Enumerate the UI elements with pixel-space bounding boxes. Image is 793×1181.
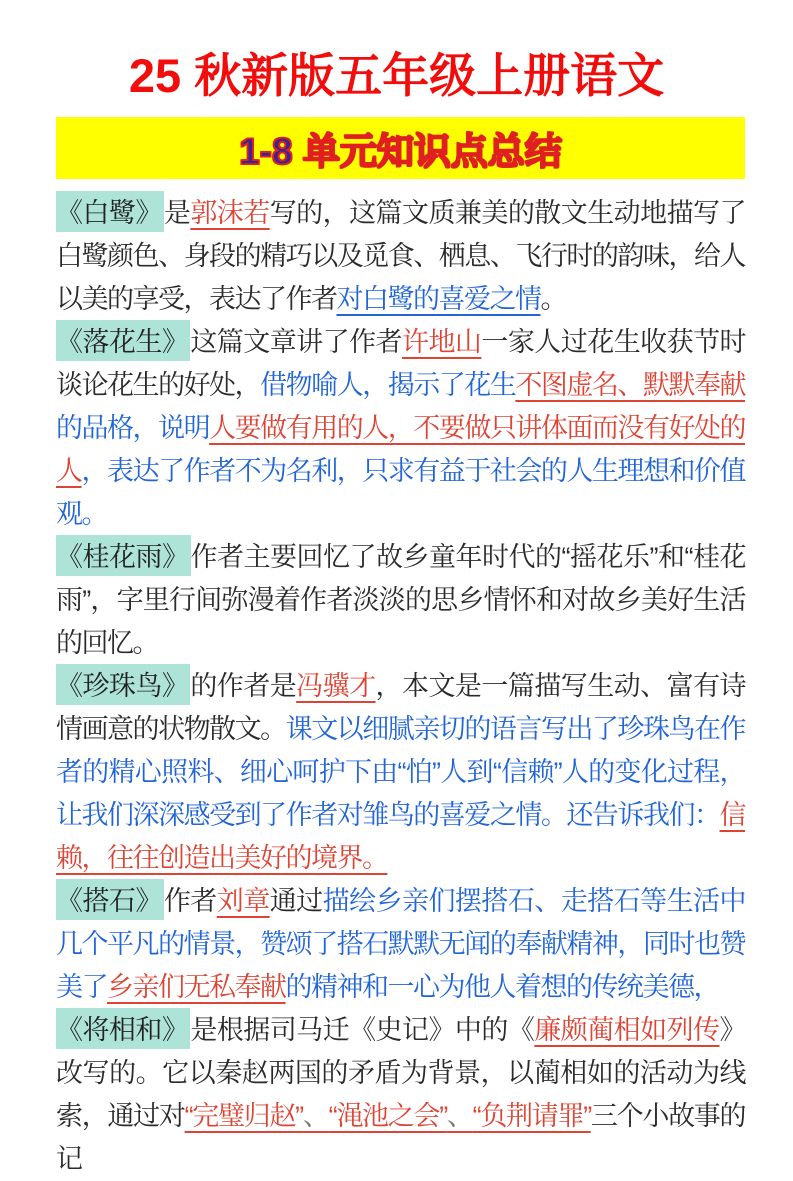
text-run-red-u: 人要做有用的人，不要做只讲体面而没有好处的人	[56, 413, 746, 487]
lesson-title-highlight: 《将相和》	[56, 1008, 190, 1049]
text-run-black: 》改写的。它以秦赵两国的矛盾为背景，以蔺相如的活动为线索，通过对	[56, 1015, 746, 1132]
text-run-gray-ru: 、	[302, 1101, 329, 1132]
paragraph-5	[56, 880, 745, 1009]
text-run-blue: 借物喻人，揭示了花生	[260, 370, 516, 401]
text-run-red-u: “负荆请罪”	[472, 1101, 591, 1132]
text-run-red-u: 冯骥才	[296, 671, 376, 702]
lesson-title-highlight: 《落花生》	[56, 320, 190, 361]
text-run-blue-u: 对白鹭的喜爱之情	[336, 284, 541, 315]
text-run-black: 一家人过花生收获节时谈论花生的好处，	[56, 327, 746, 401]
worksheet-page	[0, 48, 793, 1175]
text-run-black: 。	[540, 284, 566, 315]
subtitle-banner	[56, 117, 745, 179]
text-run-black: 写的，这篇文质兼美的散文生动地描写了白鹭颜色、身段的精巧以及觅食、栖息、飞行时的韵味，给人以美的享受，表达了作者	[56, 198, 746, 315]
paragraph-3	[56, 536, 745, 665]
text-run-black: 这篇文章讲了作者	[190, 327, 402, 358]
text-run-red-u: “完璧归赵”	[184, 1101, 303, 1132]
text-run-blue: 描绘乡亲们摆搭石、走搭石等生活中几个平凡的情景，赞颂了搭石默默无闻的奉献精神，同时也赞美了	[56, 886, 746, 1003]
lesson-title-highlight: 《搭石》	[56, 879, 164, 920]
text-run-red-u: 信赖，往往创造出美好的境界。	[56, 800, 745, 874]
subtitle-text: 1-8 单元知识点总结	[239, 131, 562, 173]
text-run-red-u: 不图虚名、默默奉献	[515, 370, 746, 401]
text-run-red-u: 刘章	[216, 886, 270, 917]
page-title: 25 秋新版五年级上册语文	[128, 49, 665, 102]
paragraph-2	[56, 321, 745, 536]
text-run-red-u: 郭沫若	[190, 198, 270, 229]
lesson-title-highlight: 《珍珠鸟》	[56, 664, 190, 705]
content	[56, 192, 745, 1181]
text-run-black: 是根据司马迁《史记》中的《	[190, 1015, 535, 1046]
text-run-gray-ru: 、	[446, 1101, 473, 1132]
lesson-title-highlight: 《桂花雨》	[56, 535, 191, 576]
text-run-black: 三个小故事的记	[56, 1101, 746, 1175]
paragraph-1	[56, 192, 745, 321]
paragraph-4	[56, 665, 745, 880]
text-run-red-u: 乡亲们无私奉献	[107, 972, 286, 1003]
text-run-blue: ，表达了作者不为名利，只求有益于社会的人生理想和价值观。	[56, 456, 746, 530]
text-run-red-u: 许地山	[402, 327, 482, 358]
lesson-title-highlight: 《白鹭》	[56, 191, 164, 232]
text-run-blue: 的品格，说明	[56, 413, 210, 444]
text-run-black: 的作者是	[190, 671, 297, 702]
text-run-black: 作者	[163, 886, 217, 917]
text-run-blue: 课文以细腻亲切的语言写出了珍珠鸟在作者的精心照料、细心呵护下由“怕”人到“信赖”人的变化过程，让我们深深感受到了作者对雏鸟的喜爱之情。还告诉我们：	[56, 714, 746, 831]
text-run-blue: 的精神和一心为他人着想的传统美德，	[285, 972, 719, 1003]
text-run-black: 作者主要回忆了故乡童年时代的“摇花乐”和“桂花雨”，字里行间弥漫着作者淡淡的思乡情怀和对故乡美好生活的回忆。	[56, 542, 746, 659]
text-run-black: 是	[163, 198, 191, 229]
text-run-black: ，本文是一篇描写生动、富有诗情画意的状物散文。	[56, 671, 746, 745]
text-run-red-u: “渑池之会”	[328, 1101, 447, 1132]
text-run-black: 通过	[269, 886, 323, 917]
paragraph-6	[56, 1009, 745, 1181]
text-run-red-u: 廉颇蔺相如列传	[534, 1015, 720, 1046]
